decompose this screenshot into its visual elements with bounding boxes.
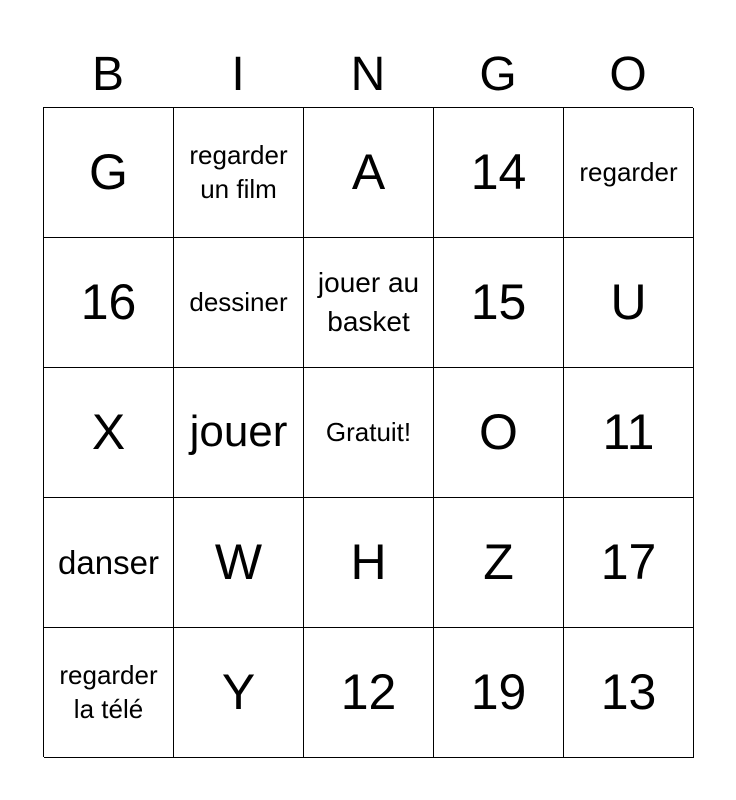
cell-text: regarder la télé bbox=[59, 659, 158, 724]
bingo-cell-r4-c5[interactable] bbox=[564, 498, 694, 628]
bingo-cell-r3-c1[interactable] bbox=[44, 368, 174, 498]
cell-text: 13 bbox=[600, 664, 657, 720]
cell-text: Y bbox=[221, 664, 256, 720]
cell-text: A bbox=[351, 144, 386, 200]
bingo-cell-r3-c4[interactable] bbox=[434, 368, 564, 498]
bingo-cell-r4-c4[interactable] bbox=[434, 498, 564, 628]
cell-text: 16 bbox=[80, 274, 137, 330]
cell-text: 15 bbox=[470, 274, 527, 330]
bingo-cell-r5-c2[interactable] bbox=[174, 628, 304, 758]
bingo-cell-r3-c5[interactable] bbox=[564, 368, 694, 498]
header-letter-o: O bbox=[609, 48, 647, 101]
bingo-header bbox=[43, 45, 693, 105]
bingo-cell-r3-c2[interactable] bbox=[174, 368, 304, 498]
cell-text: regarder un film bbox=[189, 139, 288, 204]
cell-text: H bbox=[350, 534, 387, 590]
bingo-cell-r1-c3[interactable] bbox=[304, 108, 434, 238]
bingo-cell-r4-c2[interactable] bbox=[174, 498, 304, 628]
cell-text: X bbox=[91, 404, 126, 460]
cell-text: Z bbox=[483, 534, 514, 590]
cell-text: danser bbox=[58, 543, 159, 581]
cell-text: jouer au basket bbox=[317, 267, 420, 337]
bingo-cell-r4-c3[interactable] bbox=[304, 498, 434, 628]
bingo-cell-r4-c1[interactable] bbox=[44, 498, 174, 628]
cell-text: W bbox=[214, 534, 263, 590]
cell-text: 19 bbox=[470, 664, 527, 720]
bingo-cell-r1-c2[interactable] bbox=[174, 108, 304, 238]
bingo-cell-r1-c1[interactable] bbox=[44, 108, 174, 238]
cell-text: O bbox=[479, 404, 518, 460]
cell-text: dessiner bbox=[189, 286, 288, 317]
bingo-cell-r1-c4[interactable] bbox=[434, 108, 564, 238]
bingo-board bbox=[43, 107, 693, 757]
bingo-cell-r2-c5[interactable] bbox=[564, 238, 694, 368]
bingo-cell-r5-c4[interactable] bbox=[434, 628, 564, 758]
cell-text: 14 bbox=[470, 144, 527, 200]
bingo-cell-r2-c4[interactable] bbox=[434, 238, 564, 368]
bingo-cell-r1-c5[interactable] bbox=[564, 108, 694, 238]
header-letter-n: N bbox=[350, 48, 386, 101]
bingo-cell-r3-c3-free[interactable] bbox=[304, 368, 434, 498]
bingo-cell-r5-c1[interactable] bbox=[44, 628, 174, 758]
bingo-cell-r2-c2[interactable] bbox=[174, 238, 304, 368]
cell-text: U bbox=[610, 274, 647, 330]
header-letter-i: I bbox=[231, 48, 245, 101]
header-letter-b: B bbox=[91, 48, 124, 101]
cell-text: jouer bbox=[189, 407, 288, 457]
cell-text: regarder bbox=[579, 156, 678, 187]
bingo-cell-r5-c3[interactable] bbox=[304, 628, 434, 758]
bingo-cell-r2-c1[interactable] bbox=[44, 238, 174, 368]
cell-text: G bbox=[89, 144, 128, 200]
bingo-cell-r5-c5[interactable] bbox=[564, 628, 694, 758]
bingo-cell-r2-c3[interactable] bbox=[304, 238, 434, 368]
cell-text: 17 bbox=[600, 534, 657, 590]
cell-text: 11 bbox=[602, 404, 655, 460]
cell-text: 12 bbox=[340, 664, 397, 720]
free-space-label: Gratuit! bbox=[325, 416, 412, 447]
header-letter-g: G bbox=[479, 48, 517, 101]
